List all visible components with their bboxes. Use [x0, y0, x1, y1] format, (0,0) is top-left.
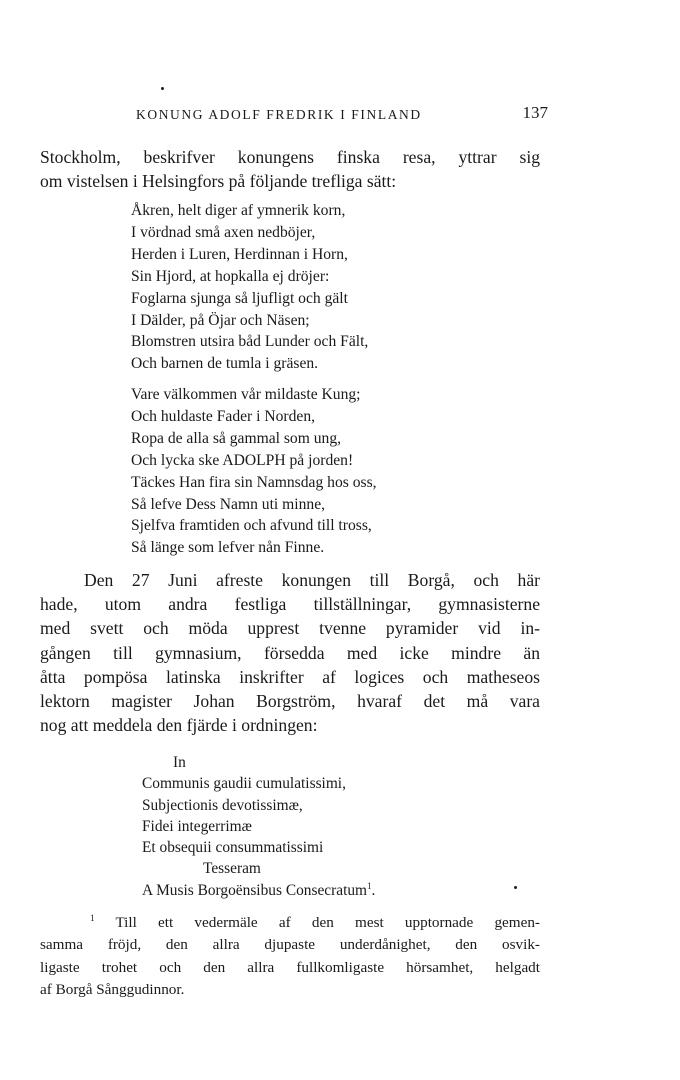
footnote-reference: 1	[367, 880, 372, 891]
text-line: om vistelsen i Helsingfors på följande trefliga sätt:	[40, 171, 397, 192]
intro-paragraph	[40, 145, 540, 193]
verse-line: Blomstren utsira båd Lunder och Fält,	[131, 333, 369, 351]
text-line: åtta pompösa latinska inskrifter af logices och matheseos	[40, 666, 540, 687]
inscription-line: Tesseram	[203, 860, 261, 878]
inscription-line-last	[142, 880, 375, 901]
footnote-mark: 1	[90, 913, 95, 923]
verse-line: Och lycka ske ADOLPH på jorden!	[131, 451, 354, 469]
inscription-line: In	[173, 754, 186, 771]
running-title: KONUNG ADOLF FREDRIK I FINLAND	[136, 107, 422, 122]
text-line: Den 27 Juni afreste konungen till Borgå, och här	[84, 570, 540, 590]
verse-line: Vare välkommen vår mildaste Kung;	[131, 386, 361, 403]
text-line: med svett och möda upprest tvenne pyramider vid in-	[40, 618, 540, 639]
footnote-line: ligaste trohet och den allra fullkomligaste hörsamhet, helgadt	[40, 958, 540, 976]
verse-line: Sjelfva framtiden och afvund till tross,	[131, 517, 372, 535]
verse-line: Sin Hjord, at hopkalla ej dröjer:	[131, 267, 330, 285]
verse-line: Och barnen de tumla i gräsen.	[131, 355, 319, 373]
text-line: lektorn magister Johan Borgström, hvaraf det må vara	[40, 691, 540, 712]
text-line: Stockholm, beskrifver konungens finska resa, yttrar sig	[40, 147, 540, 167]
latin-inscription	[142, 752, 375, 901]
poem-stanza-1	[131, 200, 368, 375]
page-number: 137	[522, 103, 548, 122]
text-line: nog att meddela den fjärde i ordningen:	[40, 715, 318, 736]
verse-line: Så länge som lefver nån Finne.	[131, 539, 325, 557]
page-header	[40, 103, 548, 127]
verse-line: Täckes Han fira sin Namnsdag hos oss,	[131, 473, 377, 491]
poem-stanza-2	[131, 384, 377, 559]
inscription-line: Communis gaudii cumulatissimi,	[142, 775, 346, 793]
verse-line: Ropa de alla så gammal som ung,	[131, 429, 342, 447]
verse-line: Så lefve Dess Namn uti minne,	[131, 495, 326, 513]
verse-line: I Dälder, på Öjar och Näsen;	[131, 311, 310, 329]
inscription-line: Fidei integerrimæ	[142, 817, 252, 835]
verse-line: Åkren, helt diger af ymnerik korn,	[131, 202, 346, 219]
print-speck	[161, 87, 164, 90]
text-line: hade, utom andra festliga tillställningar, gymnasisterne	[40, 594, 540, 615]
footnote-text: Till ett vedermäle af den mest upptornade gemen-	[115, 914, 540, 931]
footnote-line: af Borgå Sånggudinnor.	[40, 980, 185, 998]
footnote-line	[40, 912, 540, 934]
text-line: gången till gymnasium, försedda med icke mindre än	[40, 642, 540, 663]
inscription-line: Et obsequii consummatissimi	[142, 839, 324, 857]
verse-line: Och huldaste Fader i Norden,	[131, 407, 316, 425]
verse-line: I vördnad små axen nedböjer,	[131, 223, 316, 241]
verse-line: Foglarna sjunga så ljufligt och gält	[131, 289, 348, 307]
main-paragraph	[40, 568, 540, 737]
print-speck	[514, 886, 517, 889]
verse-line: Herden i Luren, Herdinnan i Horn,	[131, 245, 348, 263]
inscription-line: Subjectionis devotissimæ,	[142, 796, 303, 814]
inscription-text: A Musis Borgoënsibus Consecratum	[142, 881, 368, 899]
footnote	[40, 912, 540, 1001]
inscription-period: .	[371, 881, 376, 899]
footnote-line: samma fröjd, den allra djupaste underdånighet, den osvik-	[40, 936, 540, 954]
